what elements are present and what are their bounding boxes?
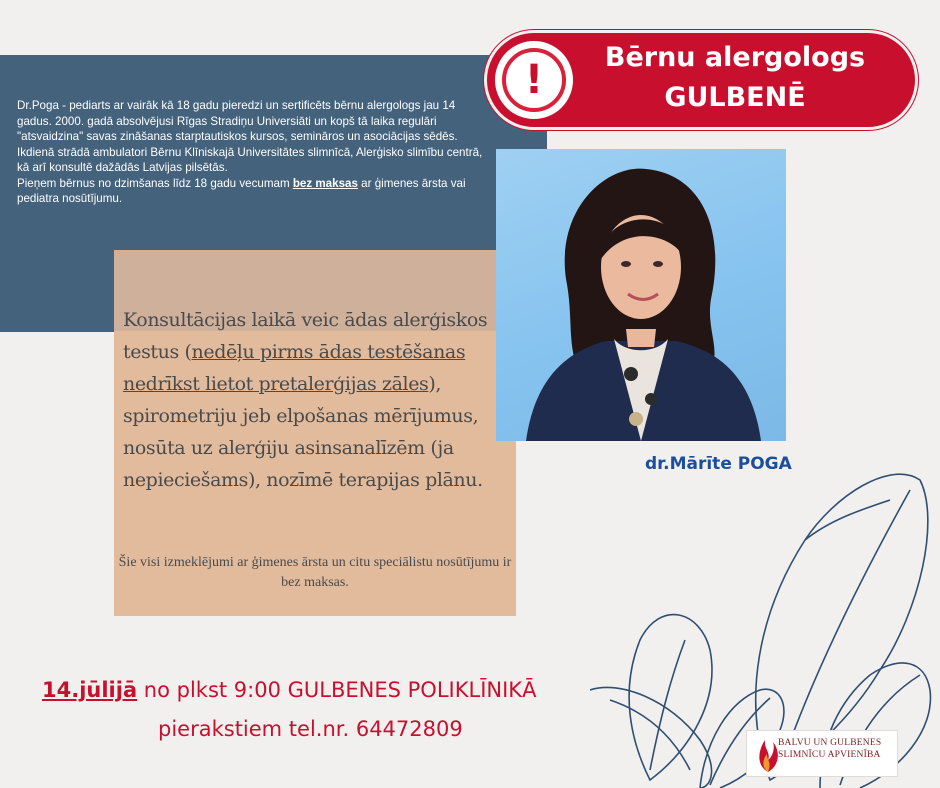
- banner-title-line2: GULBENĒ: [664, 82, 806, 113]
- consult-text-1: Konsultācijas laikā veic ādas alerģiskos testus (: [123, 309, 488, 363]
- doctor-photo: [496, 149, 786, 441]
- bio-paragraph-1: Dr.Poga - pediarts ar vairāk kā 18 gadu pieredzi un sertificēts bērnu alergologs jau 14 gadus. 2000. gadā absolvējusi Rīgas Stradiņu Universiāti un kopš tā laika regulāri "atsvaidzina" savas zināšanas starptautiskos kursos, semināros un asociācijas sēdēs.: [17, 99, 458, 143]
- logo-line1: BALVU UN GULBENES: [778, 738, 882, 748]
- free-of-charge-note: Šie visi izmeklējumi ar ģimenes ārsta un citu speciālistu nosūtījumu ir bez maksas.: [118, 555, 512, 590]
- bio-paragraph-2: Ikdienā strādā ambulatori Bērnu Klīniskajā Universitātes slimnīcā, Alerģisko slimību centrā, kā arī konsultē dažādās Latvijas pilsētās.: [17, 145, 483, 174]
- appointment-date: 14.jūlijā: [42, 678, 138, 702]
- consult-warning: nedēļu pirms ādas testēšanas nedrīkst lietot pretalerģijas zāles: [123, 341, 466, 395]
- consult-text-2: ), spirometriju jeb elpošanas mērījumus, nosūta uz alerģiju asinsanalīzēm (ja nepieciešams), nozīmē terapijas plānu.: [123, 373, 483, 491]
- bio-paragraph-3: [17, 176, 487, 207]
- bio-p3-tail: ar ģimenes ārsta vai pediatra nosūtījumu.: [17, 176, 466, 205]
- appointment-time-place: no plkst 9:00 GULBENES POLIKLĪNIKĀ: [137, 678, 537, 702]
- doctor-name: dr.Mārīte POGA: [645, 454, 792, 474]
- free-highlight: bez maksas: [292, 176, 358, 190]
- doctor-bio: [17, 98, 487, 207]
- consult-description: [123, 304, 513, 496]
- doctor-portrait-illustration: [496, 149, 786, 441]
- hospital-logo-text: [778, 737, 898, 761]
- appointment-date-line: [42, 678, 536, 702]
- banner-title-line1: Bērnu alergologs: [604, 42, 866, 73]
- logo-line2: SLIMNĪCU APVIENĪBA: [778, 750, 881, 760]
- bio-p3-text: Pieņem bērnus no dzimšanas līdz 18 gadu vecumam: [17, 176, 293, 190]
- appointment-phone: pierakstiem tel.nr. 64472809: [158, 717, 463, 741]
- exclamation-icon: !: [524, 57, 544, 103]
- banner-title: [585, 38, 885, 118]
